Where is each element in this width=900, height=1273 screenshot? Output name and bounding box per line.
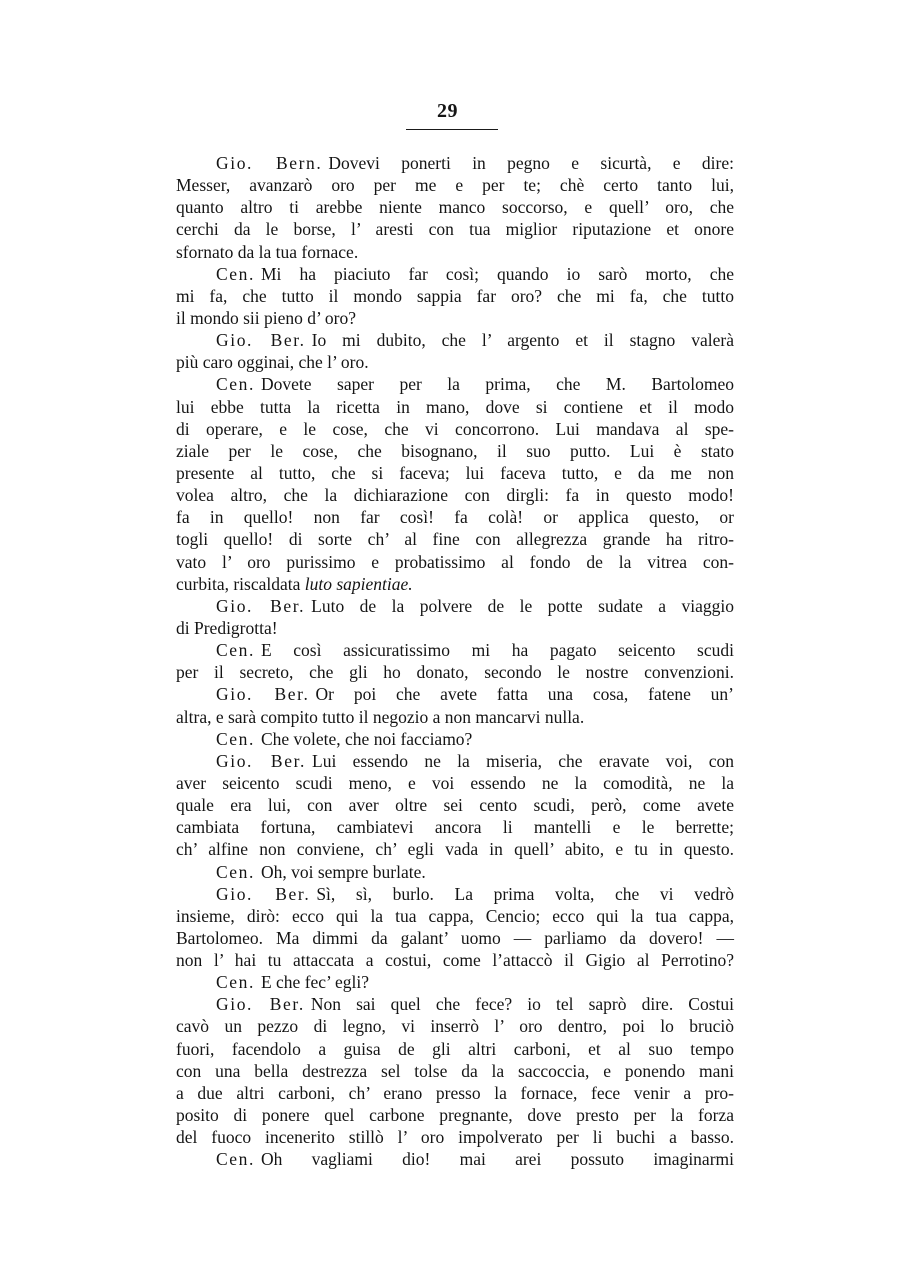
text-line: [176, 927, 734, 949]
line-text: per il secreto, che gli ho donato, secondo le nostre convenzioni.: [176, 662, 734, 683]
line-text: più caro ogginai, che l’ oro.: [176, 352, 369, 373]
line-text: Luto de la polvere de le potte sudate a viaggio: [311, 595, 734, 616]
text-line: [176, 418, 734, 440]
speaker-name: Cen.: [216, 640, 255, 661]
line-text: di Predigrotta!: [176, 617, 278, 638]
text-line: [176, 174, 734, 196]
speaker-name: Gio. Bern.: [216, 153, 323, 173]
line-text: Che volete, che noi facciamo?: [260, 728, 473, 749]
line-text: sfornato da la tua fornace.: [176, 241, 359, 262]
line-text: il mondo sii pieno d’ oro?: [176, 307, 356, 328]
text-line: [176, 595, 734, 617]
text-line: [176, 152, 734, 174]
text-line: [176, 1104, 734, 1126]
line-text: curbita, riscaldata: [176, 573, 305, 594]
text-line: [176, 794, 734, 816]
line-text: Mi ha piaciuto far così; quando io sarò morto, che: [260, 263, 734, 284]
text-line: [176, 816, 734, 838]
text-line: [176, 351, 734, 373]
page-number: 29: [437, 100, 458, 122]
line-text: E così assicuratissimo mi ha pagato seicento scudi: [260, 640, 734, 661]
text-line: [176, 373, 734, 395]
text-line: [176, 728, 734, 750]
text-line: [176, 218, 734, 240]
line-text: mi fa, che tutto il mondo sappia far oro? che mi fa, che tutto: [176, 285, 734, 306]
text-line: [176, 263, 734, 285]
speaker-name: Gio. Ber.: [216, 684, 310, 705]
line-text: cavò un pezzo di legno, vi inserrò l’ oro dentro, poi lo bruciò: [176, 1016, 734, 1037]
speaker-name: Cen.: [216, 728, 255, 749]
line-text: con una bella destrezza sel tolse da la saccoccia, e ponendo mani: [176, 1060, 734, 1081]
line-text: Oh, voi sempre burlate.: [260, 861, 426, 882]
text-line: [176, 1038, 734, 1060]
line-text: del fuoco incenerito stillò l’ oro impolverato per li buchi a basso.: [176, 1127, 734, 1148]
text-line: [176, 551, 734, 573]
text-line: [176, 528, 734, 550]
line-text: cambiata fortuna, cambiatevi ancora li mantelli e le berrette;: [176, 817, 734, 838]
text-line: [176, 285, 734, 307]
line-text: di operare, e le cose, che vi concorrono. Lui mandava al spe-: [176, 418, 734, 439]
text-line: [176, 772, 734, 794]
line-text: fa in quello! non far così! fa colà! or applica questo, or: [176, 507, 734, 528]
line-text: lui ebbe tutta la ricetta in mano, dove si contiene et il modo: [176, 396, 734, 417]
speaker-name: Cen.: [216, 972, 255, 993]
text-line: [176, 573, 734, 595]
line-text: Or poi che avete fatta una cosa, fatene un’: [315, 684, 735, 705]
italic-text: luto sapientiae.: [304, 573, 413, 594]
line-text: ziale per le cose, che bisognano, il suo putto. Lui è stato: [176, 440, 734, 461]
text-line: [176, 396, 734, 418]
text-line: [176, 484, 734, 506]
text-line: [176, 993, 734, 1015]
speaker-name: Cen.: [216, 1149, 255, 1170]
text-line: [176, 1148, 734, 1170]
text-line: [176, 1082, 734, 1104]
text-line: [176, 971, 734, 993]
text-line: [176, 1126, 734, 1148]
line-text: a due altri carboni, ch’ erano presso la fornace, fece venir a pro-: [176, 1082, 734, 1103]
line-text: Dovete saper per la prima, che M. Bartolomeo: [260, 374, 734, 395]
line-text: aver seicento scudi meno, e voi essendo ne la comodità, ne la: [176, 772, 734, 793]
line-text: Non sai quel che fece? io tel saprò dire. Costui: [310, 994, 735, 1015]
line-text: presente al tutto, che si faceva; lui faceva tutto, e da me non: [176, 462, 734, 483]
text-line: [176, 639, 734, 661]
dialogue-text: [176, 152, 734, 1170]
line-text: Sì, sì, burlo. La prima volta, che vi vedrò: [316, 883, 735, 904]
speaker-name: Cen.: [216, 861, 255, 882]
line-text: ch’ alfine non conviene, ch’ egli vada in quell’ abito, e tu in questo.: [176, 839, 734, 860]
line-text: Dovevi ponerti in pegno e sicurtà, e dire:: [328, 153, 734, 173]
text-line: [176, 440, 734, 462]
text-line: [176, 661, 734, 683]
header-rule: [406, 129, 498, 130]
text-line: [176, 617, 734, 639]
line-text: Messer, avanzarò oro per me e per te; chè certo tanto lui,: [176, 175, 734, 196]
text-line: [176, 883, 734, 905]
line-text: Lui essendo ne la miseria, che eravate voi, con: [312, 750, 734, 771]
line-text: togli quello! di sorte ch’ al fine con allegrezza grande ha ritro-: [176, 529, 734, 550]
text-line: [176, 706, 734, 728]
text-line: [176, 506, 734, 528]
text-line: [176, 329, 734, 351]
text-line: [176, 1060, 734, 1082]
line-text: E che fec’ egli?: [260, 972, 369, 993]
text-line: [176, 307, 734, 329]
line-text: volea altro, che la dichiarazione con dirgli: fa in questo modo!: [176, 485, 734, 506]
text-line: [176, 838, 734, 860]
line-text: fuori, facendolo a guisa de gli altri carboni, et al suo tempo: [176, 1038, 734, 1059]
speaker-name: Gio. Ber.: [216, 595, 306, 616]
text-line: [176, 1015, 734, 1037]
line-text: non l’ hai tu attaccata a costui, come l’attaccò il Gigio al Perrotino?: [176, 950, 734, 971]
text-line: [176, 462, 734, 484]
text-line: [176, 683, 734, 705]
text-line: [176, 750, 734, 772]
text-line: [176, 861, 734, 883]
line-text: Bartolomeo. Ma dimmi da galant’ uomo — parliamo da dovero! —: [176, 927, 734, 948]
line-text: insieme, dirò: ecco qui la tua cappa, Cencio; ecco qui la tua cappa,: [176, 905, 734, 926]
text-line: [176, 241, 734, 263]
line-text: Oh vagliami dio! mai arei possuto imaginarmi: [260, 1149, 734, 1170]
speaker-name: Cen.: [216, 374, 255, 395]
speaker-name: Gio. Ber.: [216, 994, 305, 1015]
text-line: [176, 905, 734, 927]
line-text: quale era lui, con aver oltre sei cento scudi, però, come avete: [176, 795, 734, 816]
line-text: Io mi dubito, che l’ argento et il stagno valerà: [311, 330, 734, 351]
line-text: vato l’ oro purissimo e probatissimo al fondo de la vitrea con-: [176, 551, 734, 572]
speaker-name: Gio. Ber.: [216, 750, 307, 771]
speaker-name: Cen.: [216, 263, 255, 284]
text-line: [176, 196, 734, 218]
text-line: [176, 949, 734, 971]
speaker-name: Gio. Ber.: [216, 883, 311, 904]
line-text: posito di ponere quel carbone pregnante, dove presto per la forza: [176, 1105, 734, 1126]
speaker-name: Gio. Ber.: [216, 330, 306, 351]
line-text: cerchi da le borse, l’ aresti con tua miglior riputazione et onore: [176, 219, 734, 240]
line-text: altra, e sarà compito tutto il negozio a non mancarvi nulla.: [176, 706, 585, 727]
line-text: quanto altro ti arebbe niente manco soccorso, e quell’ oro, che: [176, 197, 734, 218]
